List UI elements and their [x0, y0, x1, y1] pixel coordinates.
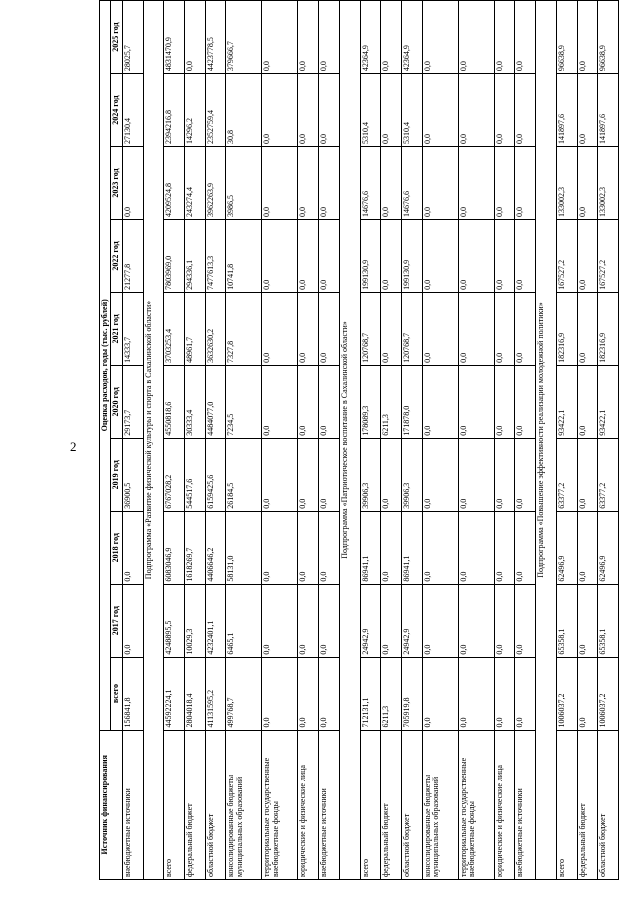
table-cell: 6083046,9: [164, 511, 185, 584]
table-cell: 4423778,5: [205, 1, 226, 74]
row-label: консолидированные бюджеты муниципальных образований: [422, 730, 458, 879]
table-cell: 133002,3: [556, 147, 577, 220]
table-cell: 156841,8: [122, 657, 143, 730]
table-cell: 4484077,0: [205, 365, 226, 438]
table-row: [494, 1, 515, 880]
table-cell: 0,0: [458, 74, 494, 147]
table-cell: 1006037,2: [556, 657, 577, 730]
table-cell: 86941,1: [360, 511, 381, 584]
table-cell: 0,0: [494, 438, 515, 511]
table-cell: 0,0: [577, 584, 598, 657]
table-cell: 141897,6: [556, 74, 577, 147]
table-cell: 0,0: [577, 511, 598, 584]
table-cell: 0,0: [298, 292, 319, 365]
table-cell: 0,0: [319, 292, 340, 365]
table-cell: 3962263,9: [205, 147, 226, 220]
table-cell: 0,0: [319, 147, 340, 220]
row-label: федеральный бюджет: [577, 730, 598, 879]
page-number: 2: [70, 439, 77, 454]
section-row: [143, 1, 164, 880]
table-cell: 0,0: [262, 438, 298, 511]
table-cell: 62496,9: [598, 511, 619, 584]
table-row: [262, 1, 298, 880]
table-cell: 10741,8: [226, 219, 262, 292]
table-cell: 7234,5: [226, 365, 262, 438]
header-col: 2025 год: [111, 1, 122, 74]
table-cell: 39906,3: [401, 438, 422, 511]
section-title: Подпрограмма «Развитие физической культуры и спорта в Сахалинской области»: [143, 1, 164, 880]
table-cell: 0,0: [494, 511, 515, 584]
table-cell: 4831470,9: [164, 1, 185, 74]
table-cell: 0,0: [381, 511, 402, 584]
table-cell: 0,0: [319, 511, 340, 584]
table-cell: 14676,6: [401, 147, 422, 220]
row-label: всего: [164, 730, 185, 879]
row-label: юридические и физические лица: [494, 730, 515, 879]
table-cell: 0,0: [577, 219, 598, 292]
table-cell: 0,0: [494, 1, 515, 74]
table-row: [381, 1, 402, 880]
table-cell: 0,0: [458, 365, 494, 438]
table-cell: 5310,4: [401, 74, 422, 147]
table-cell: 0,0: [515, 584, 536, 657]
table-cell: 0,0: [319, 1, 340, 74]
table-cell: 30,8: [226, 74, 262, 147]
table-cell: 0,0: [184, 1, 205, 74]
table-cell: 167527,2: [556, 219, 577, 292]
header-col: 2023 год: [111, 147, 122, 220]
table-cell: 86941,1: [401, 511, 422, 584]
row-label: внебюджетные источники: [515, 730, 536, 879]
table-cell: 6767028,2: [164, 438, 185, 511]
table-row: [184, 1, 205, 880]
table-cell: 6211,3: [381, 365, 402, 438]
table-cell: 0,0: [262, 219, 298, 292]
table-cell: 120768,7: [401, 292, 422, 365]
table-cell: 42364,9: [360, 1, 381, 74]
row-label: областной бюджет: [401, 730, 422, 879]
table-cell: 93422,1: [556, 365, 577, 438]
table-cell: 243274,4: [184, 147, 205, 220]
table-cell: 0,0: [422, 365, 458, 438]
section-title: Подпрограмма «Патриотическое воспитание в Сахалинской области»: [339, 1, 360, 880]
table-cell: 10029,3: [184, 584, 205, 657]
table-cell: 0,0: [515, 219, 536, 292]
table-cell: 6159425,6: [205, 438, 226, 511]
header-col: 2019 год: [111, 438, 122, 511]
table-cell: 26184,5: [226, 438, 262, 511]
table-cell: 4550818,6: [164, 365, 185, 438]
table-row: [319, 1, 340, 880]
table-cell: 0,0: [122, 511, 143, 584]
table-cell: 0,0: [422, 584, 458, 657]
row-label: территориальные государственные внебюджетные фонды: [458, 730, 494, 879]
row-label: внебюджетные источники: [122, 730, 143, 879]
table-cell: 65358,1: [598, 584, 619, 657]
table-cell: 42364,9: [401, 1, 422, 74]
table-cell: 0,0: [262, 511, 298, 584]
table-cell: 544517,6: [184, 438, 205, 511]
table-cell: 182316,9: [598, 292, 619, 365]
table-cell: 2352759,4: [205, 74, 226, 147]
table-cell: 14676,6: [360, 147, 381, 220]
table-cell: 0,0: [381, 74, 402, 147]
table-cell: 63377,2: [556, 438, 577, 511]
table-cell: 0,0: [458, 1, 494, 74]
table-cell: 0,0: [422, 292, 458, 365]
table-cell: 0,0: [515, 438, 536, 511]
table-cell: 0,0: [494, 292, 515, 365]
header-col: 2017 год: [111, 584, 122, 657]
table-row: [205, 1, 226, 880]
table-cell: 39906,3: [360, 438, 381, 511]
table-cell: 0,0: [515, 657, 536, 730]
table-cell: 24942,9: [401, 584, 422, 657]
table-cell: 499768,7: [226, 657, 262, 730]
table-cell: 705919,8: [401, 657, 422, 730]
table-row: [458, 1, 494, 880]
table-cell: 0,0: [381, 219, 402, 292]
row-label: внебюджетные источники: [319, 730, 340, 879]
table-row: [422, 1, 458, 880]
table-cell: 44592224,1: [164, 657, 185, 730]
table-cell: 41131595,2: [205, 657, 226, 730]
table-cell: 0,0: [122, 147, 143, 220]
table-cell: 93422,1: [598, 365, 619, 438]
table-cell: 0,0: [494, 147, 515, 220]
table-cell: 63377,2: [598, 438, 619, 511]
table-cell: 0,0: [494, 74, 515, 147]
table-cell: 2804018,4: [184, 657, 205, 730]
table-cell: 0,0: [422, 657, 458, 730]
table-cell: 0,0: [298, 74, 319, 147]
table-cell: 1618269,7: [184, 511, 205, 584]
table-cell: 0,0: [262, 584, 298, 657]
table-cell: 58131,0: [226, 511, 262, 584]
table-cell: 294336,1: [184, 219, 205, 292]
table-cell: 0,0: [262, 147, 298, 220]
table-cell: 182316,9: [556, 292, 577, 365]
row-label: областной бюджет: [598, 730, 619, 879]
row-label: областной бюджет: [205, 730, 226, 879]
table-cell: 120768,7: [360, 292, 381, 365]
table-cell: 96638,9: [598, 1, 619, 74]
table-cell: 7477613,3: [205, 219, 226, 292]
table-row: [164, 1, 185, 880]
table-cell: 21277,8: [122, 219, 143, 292]
table-cell: 0,0: [319, 365, 340, 438]
table-cell: 28025,7: [122, 1, 143, 74]
table-cell: 0,0: [381, 584, 402, 657]
row-label: территориальные государственные внебюджетные фонды: [262, 730, 298, 879]
table-cell: 62496,9: [556, 511, 577, 584]
table-cell: 65358,1: [556, 584, 577, 657]
table-cell: 0,0: [319, 74, 340, 147]
row-label: консолидированные бюджеты муниципальных образований: [226, 730, 262, 879]
table-cell: 0,0: [422, 511, 458, 584]
table-cell: 171878,0: [401, 365, 422, 438]
header-estimate: Оценка расходов, годы (тыс. рублей): [100, 1, 111, 731]
table-cell: 0,0: [298, 1, 319, 74]
table-cell: 0,0: [262, 657, 298, 730]
table-cell: 3703253,4: [164, 292, 185, 365]
table-cell: 2394216,8: [164, 74, 185, 147]
table-cell: 0,0: [262, 1, 298, 74]
table-cell: 0,0: [381, 147, 402, 220]
table-cell: 4232401,1: [205, 584, 226, 657]
table-cell: 36900,5: [122, 438, 143, 511]
table-cell: 3986,5: [226, 147, 262, 220]
table-cell: 24942,9: [360, 584, 381, 657]
table-row: [577, 1, 598, 880]
table-cell: 0,0: [494, 365, 515, 438]
table-cell: 0,0: [319, 657, 340, 730]
table-row: [122, 1, 143, 880]
table-cell: 178089,3: [360, 365, 381, 438]
table-cell: 96638,9: [556, 1, 577, 74]
header-col: 2024 год: [111, 74, 122, 147]
row-label: федеральный бюджет: [381, 730, 402, 879]
table-cell: 379666,7: [226, 1, 262, 74]
table-row: [226, 1, 262, 880]
table-cell: 1006037,2: [598, 657, 619, 730]
table-cell: 30333,4: [184, 365, 205, 438]
table-cell: 0,0: [577, 657, 598, 730]
table-cell: 7327,8: [226, 292, 262, 365]
header-source: Источник финансирования: [100, 730, 123, 879]
table-cell: 712131,1: [360, 657, 381, 730]
table-cell: 0,0: [298, 511, 319, 584]
table-cell: 14296,2: [184, 74, 205, 147]
table-cell: 48961,7: [184, 292, 205, 365]
table-cell: 6465,1: [226, 584, 262, 657]
table-cell: 0,0: [458, 657, 494, 730]
table-cell: 0,0: [262, 365, 298, 438]
table-cell: 0,0: [577, 147, 598, 220]
table-cell: 199130,9: [401, 219, 422, 292]
table-cell: 7803969,0: [164, 219, 185, 292]
table-cell: 0,0: [515, 74, 536, 147]
table-cell: 0,0: [458, 219, 494, 292]
section-title: Подпрограмма «Повышение эффективности реализации молодежной политики»: [536, 1, 557, 880]
table-cell: 4406646,2: [205, 511, 226, 584]
table-cell: 0,0: [262, 292, 298, 365]
table-cell: 0,0: [319, 219, 340, 292]
table-cell: 0,0: [577, 292, 598, 365]
table-cell: 0,0: [422, 1, 458, 74]
section-row: [339, 1, 360, 880]
row-label: юридические и физические лица: [298, 730, 319, 879]
table-cell: 0,0: [298, 365, 319, 438]
table-cell: 4248895,5: [164, 584, 185, 657]
table-cell: 4209524,8: [164, 147, 185, 220]
table-cell: 14333,7: [122, 292, 143, 365]
row-label: всего: [556, 730, 577, 879]
table-row: [515, 1, 536, 880]
header-col: всего: [111, 657, 122, 730]
table-cell: 6211,3: [381, 657, 402, 730]
table-cell: 0,0: [577, 1, 598, 74]
table-cell: 0,0: [458, 292, 494, 365]
table-cell: 167527,2: [598, 219, 619, 292]
table-cell: 0,0: [515, 147, 536, 220]
table-body: [122, 1, 618, 880]
table-cell: 0,0: [298, 219, 319, 292]
header-col: 2020 год: [111, 365, 122, 438]
table-row: [401, 1, 422, 880]
table-cell: 0,0: [319, 584, 340, 657]
table-row: [556, 1, 577, 880]
table-cell: 29173,7: [122, 365, 143, 438]
table-cell: 0,0: [122, 584, 143, 657]
header-col: 2018 год: [111, 511, 122, 584]
table-cell: 141897,6: [598, 74, 619, 147]
table-cell: 0,0: [298, 147, 319, 220]
table-cell: 0,0: [577, 438, 598, 511]
table-cell: 0,0: [319, 438, 340, 511]
table-cell: 0,0: [515, 365, 536, 438]
row-label: всего: [360, 730, 381, 879]
table-cell: 0,0: [515, 511, 536, 584]
header-col: 2022 год: [111, 219, 122, 292]
table-cell: 0,0: [458, 438, 494, 511]
row-label: федеральный бюджет: [184, 730, 205, 879]
table-cell: 0,0: [515, 1, 536, 74]
table-cell: 0,0: [298, 438, 319, 511]
table-cell: 0,0: [458, 511, 494, 584]
table-cell: 0,0: [458, 584, 494, 657]
table-cell: 0,0: [422, 219, 458, 292]
section-row: [536, 1, 557, 880]
funding-table: [99, 0, 619, 880]
table-row: [598, 1, 619, 880]
table-cell: 199130,9: [360, 219, 381, 292]
table-cell: 3632630,2: [205, 292, 226, 365]
table-cell: 0,0: [381, 292, 402, 365]
table-cell: 133002,3: [598, 147, 619, 220]
table-cell: 0,0: [422, 147, 458, 220]
table-row: [298, 1, 319, 880]
table-cell: 0,0: [494, 584, 515, 657]
table-cell: 0,0: [577, 74, 598, 147]
funding-table-rotated: [99, 0, 619, 880]
table-cell: 0,0: [422, 74, 458, 147]
table-cell: 27130,4: [122, 74, 143, 147]
table-cell: 0,0: [577, 365, 598, 438]
table-cell: 0,0: [494, 219, 515, 292]
table-cell: 5310,4: [360, 74, 381, 147]
table-cell: 0,0: [515, 292, 536, 365]
header-col: 2021 год: [111, 292, 122, 365]
table-cell: 0,0: [458, 147, 494, 220]
table-cell: 0,0: [422, 438, 458, 511]
table-cell: 0,0: [381, 438, 402, 511]
table-cell: 0,0: [494, 657, 515, 730]
table-cell: 0,0: [262, 74, 298, 147]
table-cell: 0,0: [298, 657, 319, 730]
table-row: [360, 1, 381, 880]
table-cell: 0,0: [381, 1, 402, 74]
table-cell: 0,0: [298, 584, 319, 657]
